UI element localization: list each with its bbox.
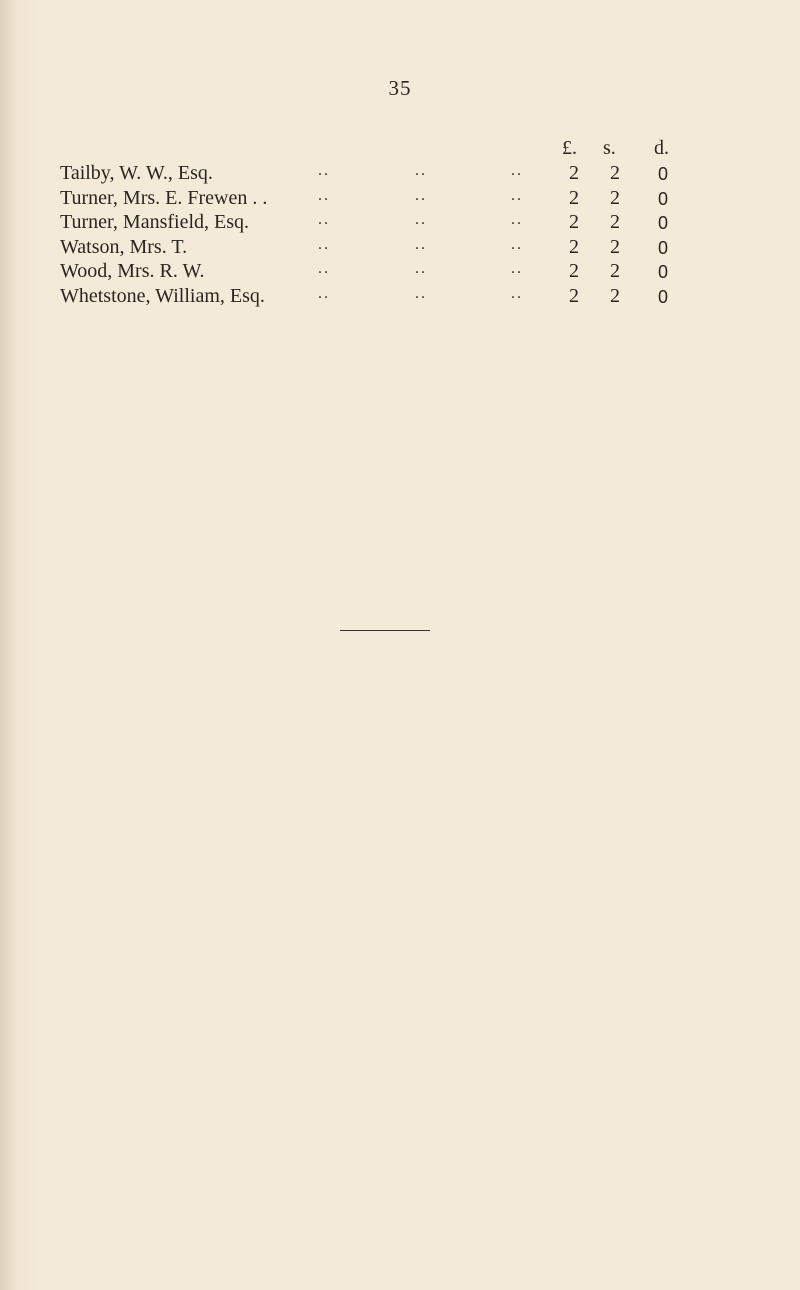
dot-leader: .. xyxy=(415,284,427,302)
amount-shillings: 2 xyxy=(610,260,620,282)
section-divider-rule xyxy=(340,630,430,631)
amount-pounds: 2 xyxy=(569,186,579,209)
subscriber-name: Watson, Mrs. T. xyxy=(60,235,188,258)
subscriber-name: Wood, Mrs. R. W. xyxy=(60,260,205,282)
subscriber-name: Turner, Mansfield, Esq. xyxy=(60,211,250,233)
dot-leader: .. xyxy=(415,235,427,253)
dot-leader: .. xyxy=(318,235,330,253)
amount-shillings: 2 xyxy=(610,284,620,307)
amount-shillings: 2 xyxy=(610,211,620,233)
subscriber-list xyxy=(0,162,800,309)
amount-pence: 0 xyxy=(657,286,668,307)
dot-leader: .. xyxy=(511,211,523,228)
subscriber-name: Turner, Mrs. E. Frewen . . xyxy=(60,186,268,209)
list-item xyxy=(0,236,800,261)
column-header-shillings: s. xyxy=(603,137,616,159)
dot-leader: .. xyxy=(318,186,330,204)
amount-pence: 0 xyxy=(657,237,668,258)
dot-leader: .. xyxy=(415,211,427,228)
list-item xyxy=(0,260,800,285)
dot-leader: .. xyxy=(415,186,427,204)
dot-leader: .. xyxy=(318,162,330,179)
amount-pounds: 2 xyxy=(569,260,579,282)
amount-pence: 0 xyxy=(657,262,668,282)
page-number: 35 xyxy=(388,76,412,100)
dot-leader: .. xyxy=(318,284,330,302)
amount-shillings: 2 xyxy=(610,186,620,209)
amount-pence: 0 xyxy=(657,164,668,184)
amount-pounds: 2 xyxy=(569,162,579,184)
column-header-pounds: £. xyxy=(562,137,577,159)
list-item xyxy=(0,162,800,187)
column-header-pence: d. xyxy=(654,137,669,159)
dot-leader: .. xyxy=(511,260,523,277)
amount-pounds: 2 xyxy=(569,284,579,307)
dot-leader: .. xyxy=(415,162,427,179)
subscriber-name: Tailby, W. W., Esq. xyxy=(60,162,213,184)
dot-leader: .. xyxy=(415,260,427,277)
subscriber-name: Whetstone, William, Esq. xyxy=(60,284,265,307)
amount-pounds: 2 xyxy=(569,211,579,233)
list-item xyxy=(0,187,800,212)
amount-pence: 0 xyxy=(657,188,668,209)
list-item xyxy=(0,211,800,236)
amount-shillings: 2 xyxy=(610,162,620,184)
amount-shillings: 2 xyxy=(610,235,620,258)
dot-leader: .. xyxy=(318,260,330,277)
dot-leader: .. xyxy=(511,186,523,204)
amount-pence: 0 xyxy=(657,213,668,233)
amount-pounds: 2 xyxy=(569,235,579,258)
list-item xyxy=(0,285,800,310)
dot-leader: .. xyxy=(511,235,523,253)
dot-leader: .. xyxy=(511,162,523,179)
dot-leader: .. xyxy=(318,211,330,228)
dot-leader: .. xyxy=(511,284,523,302)
